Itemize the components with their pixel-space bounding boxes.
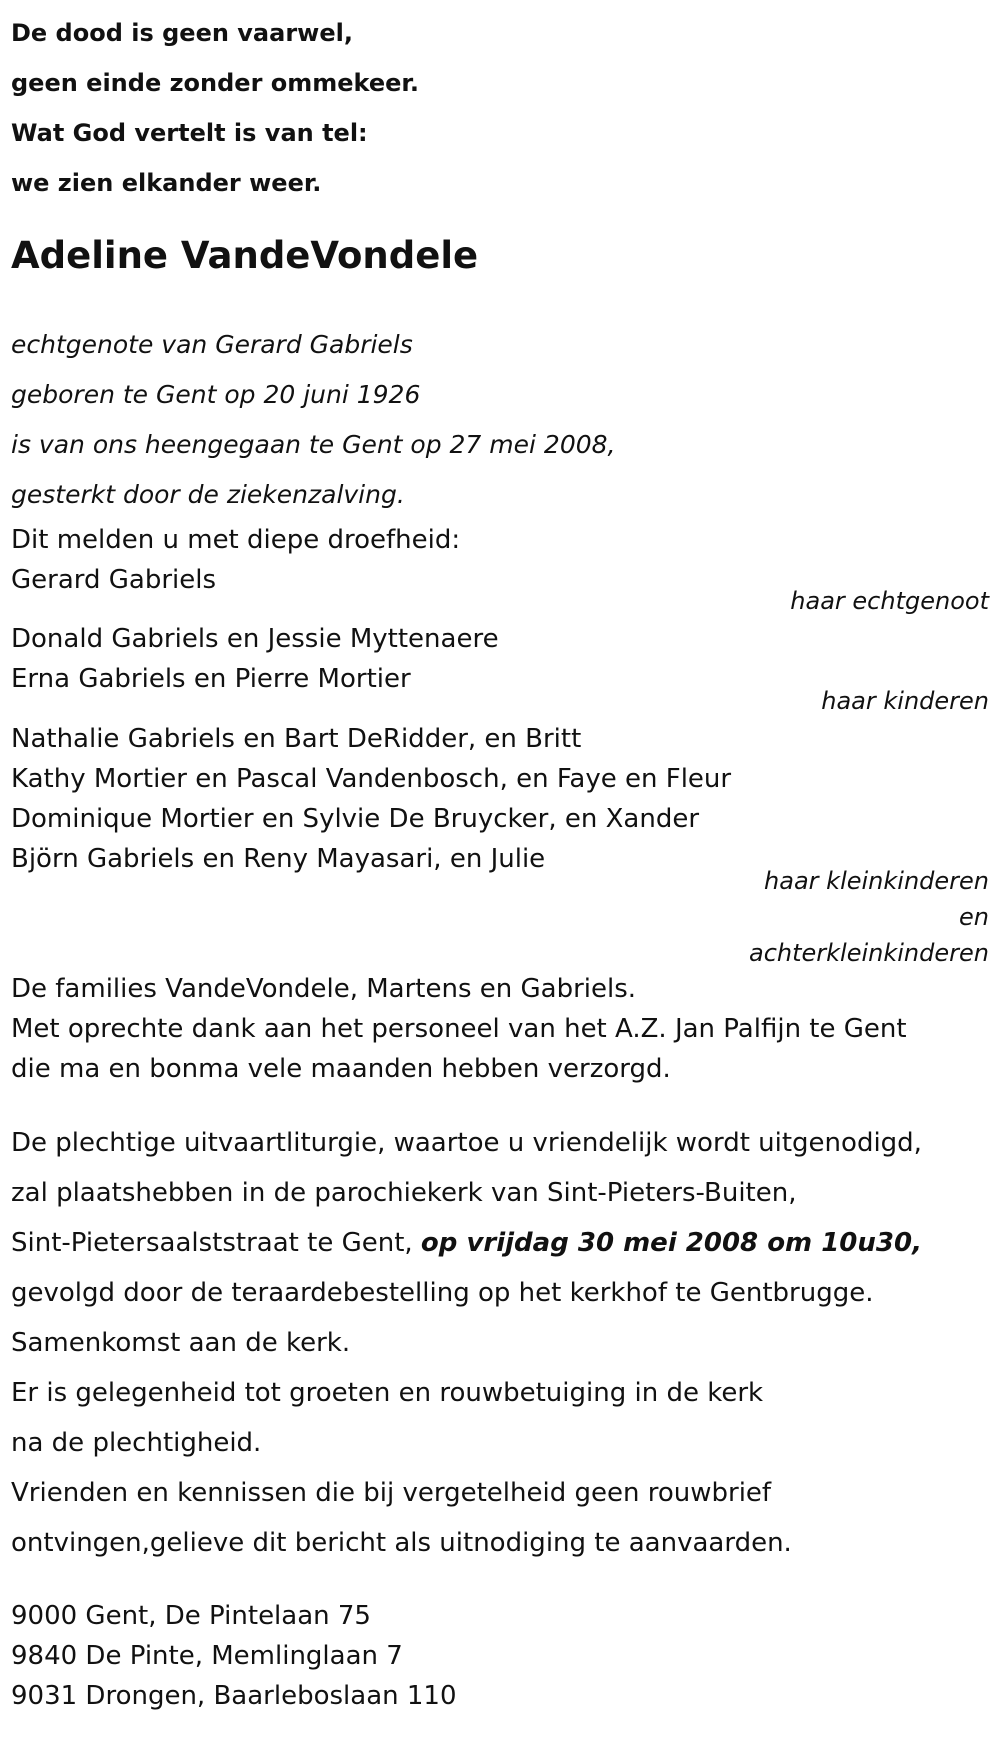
grandchildren-role: achterkleinkinderen [749,939,989,967]
intro-line: echtgenote van Gerard Gabriels [11,330,413,359]
grandchild-name: Dominique Mortier en Sylvie De Bruycker, en Xander [11,804,700,834]
grandchild-name: Nathalie Gabriels en Bart DeRidder, en Britt [11,724,582,754]
families-block [11,969,1000,1089]
children-block [11,619,1000,721]
families-line: die ma en bonma vele maanden hebben verzorgd. [11,1054,671,1084]
spouse-block [11,560,1000,621]
ceremony-line: Samenkomst aan de kerk. [11,1328,351,1358]
address-line: 9000 Gent, De Pintelaan 75 [11,1601,371,1631]
ceremony-line: De plechtige uitvaartliturgie, waartoe u vriendelijk wordt uitgenodigd, [11,1128,922,1158]
announcement: Dit melden u met diepe droefheid: [11,525,461,555]
child-name: Donald Gabriels en Jessie Myttenaere [11,624,499,654]
poem-line: De dood is geen vaarwel, [11,19,353,47]
poem [11,0,1000,208]
child-name: Erna Gabriels en Pierre Mortier [11,664,411,694]
ceremony-line: na de plechtigheid. [11,1428,262,1458]
ceremony-block [11,1118,1000,1568]
addresses-block [11,1596,1000,1716]
intro-line: gesterkt door de ziekenzalving. [11,480,405,509]
ceremony-line [11,1218,1000,1268]
grandchildren-role: en [959,903,989,931]
grandchildren-block [11,719,1000,973]
ceremony-date-time: op vrijdag 30 mei 2008 om 10u30, [420,1228,922,1258]
ceremony-line: Er is gelegenheid tot groeten en rouwbetuiging in de kerk [11,1378,764,1408]
grandchild-name: Björn Gabriels en Reny Mayasari, en Julie [11,844,546,874]
spouse-role: haar echtgenoot [790,587,989,615]
poem-line: we zien elkander weer. [11,169,322,197]
address-line: 9031 Drongen, Baarleboslaan 110 [11,1681,457,1711]
poem-line: geen einde zonder ommekeer. [11,69,419,97]
ceremony-line: Vrienden en kennissen die bij vergetelheid geen rouwbrief [11,1478,772,1508]
intro-details [11,320,1000,520]
families-line: De families VandeVondele, Martens en Gabriels. [11,974,637,1004]
ceremony-line: zal plaatshebben in de parochiekerk van Sint-Pieters-Buiten, [11,1178,797,1208]
children-role: haar kinderen [821,687,989,715]
ceremony-line: ontvingen,gelieve dit bericht als uitnodiging te aanvaarden. [11,1528,792,1558]
grandchild-name: Kathy Mortier en Pascal Vandenbosch, en Faye en Fleur [11,764,732,794]
deceased-name: Adeline VandeVondele [11,234,479,277]
intro-line: geboren te Gent op 20 juni 1926 [11,380,421,409]
poem-line: Wat God vertelt is van tel: [11,119,368,147]
spouse-name: Gerard Gabriels [11,565,217,595]
families-line: Met oprechte dank aan het personeel van het A.Z. Jan Palfijn te Gent [11,1014,907,1044]
ceremony-location: Sint-Pietersaalststraat te Gent, [11,1228,421,1258]
ceremony-line: gevolgd door de teraardebestelling op het kerkhof te Gentbrugge. [11,1278,874,1308]
grandchildren-role: haar kleinkinderen [764,867,989,895]
intro-line: is van ons heengegaan te Gent op 27 mei 2008, [11,430,616,459]
address-line: 9840 De Pinte, Memlinglaan 7 [11,1641,403,1671]
